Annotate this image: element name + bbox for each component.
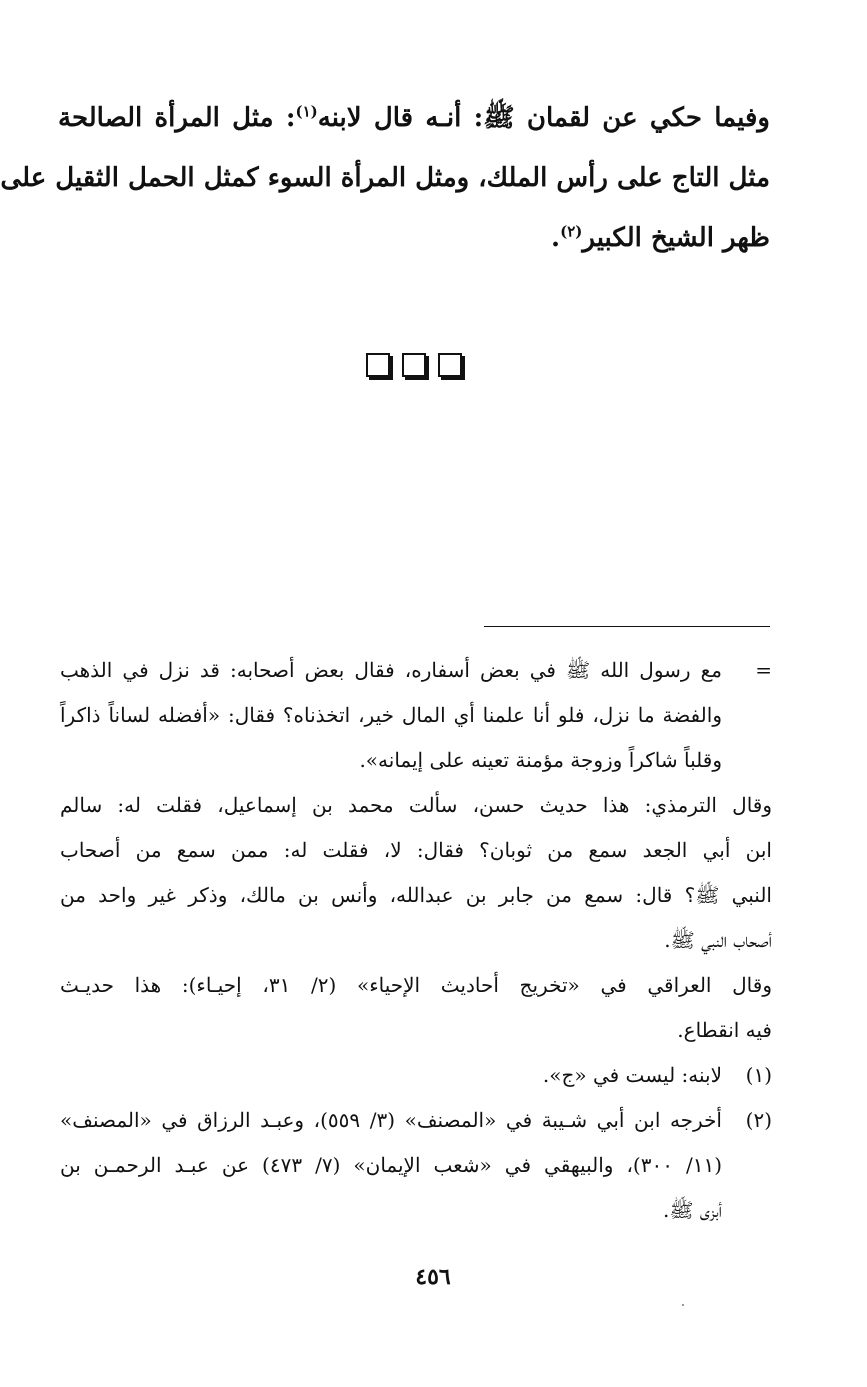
- footnote-number: (١): [745, 1063, 772, 1087]
- section-separator: [366, 353, 462, 379]
- separator-box-icon: [438, 353, 462, 377]
- main-text-line-1: وفيما حكي عن لقمان ﷺ: أنـه قال لابنه$^{(١)}$: مثل المرأة الصالحة: [58, 102, 770, 133]
- footnote-divider: [484, 626, 770, 627]
- page-number: ٤٥٦: [415, 1264, 451, 1290]
- footnote-number: (٢): [745, 1108, 772, 1132]
- footnote-continuation-line: وقلباً شاكراً وزوجة مؤمنة تعينه على إيمانه».: [359, 748, 722, 772]
- main-text: [0, 88, 770, 268]
- tirmidhi-line: ابن أبي الجعد سمع من ثوبان؟ فقال: لا، فقلت له: ممن سمع من أصحاب: [60, 838, 772, 862]
- tirmidhi-line: وقال الترمذي: هذا حديث حسن، سألت محمد بن إسماعيل، فقلت له: سالم: [60, 793, 772, 817]
- footnote-text: أخرجه ابن أبي شـيبة في «المصنف» (٣/ ٥٥٩)، وعبـد الرزاق في «المصنف»: [60, 1108, 722, 1132]
- main-text-line-2: مثل التاج على رأس الملك، ومثل المرأة السوء كمثل الحمل الثقيل على: [0, 163, 770, 193]
- footnote-2-line: (١١/ ٣٠٠)، والبيهقي في «شعب الإيمان» (٧/ ٤٧٣) عن عبـد الرحمـن بن: [60, 1153, 723, 1177]
- footnote-continuation-line: =مع رسول الله ﷺ في بعض أسفاره، فقال بعض أصحابه: قد نزل في الذهب: [60, 648, 772, 693]
- separator-box-icon: [366, 353, 390, 377]
- footnotes: [60, 648, 772, 1233]
- footnote-2-line: أبزى ﷺ.: [663, 1198, 722, 1222]
- print-speck: [682, 1304, 684, 1306]
- footnote-text: لابنه: ليست في «ج».: [542, 1063, 722, 1087]
- footnote-ref-1: (١): [295, 102, 318, 121]
- main-text-line-3: ظهر الشيخ الكبير$^{(٢)}$.: [551, 222, 770, 253]
- iraqi-line: وقال العراقي في «تخريج أحاديث الإحياء» (٢/ ٣١، إحيـاء): هذا حديـث: [60, 973, 772, 997]
- continuation-marker: =: [755, 658, 772, 682]
- separator-box-icon: [402, 353, 426, 377]
- footnote-2: [60, 1098, 772, 1143]
- iraqi-line: فيه انقطاع.: [677, 1018, 772, 1042]
- tirmidhi-line: النبي ﷺ؟ قال: سمع من جابر بن عبدالله، وأنس بن مالك، وذكر غير واحد من: [60, 883, 772, 907]
- footnote-ref-2: (٢): [560, 222, 583, 241]
- footnote-continuation-line: والفضة ما نزل، فلو أنا علمنا أي المال خير، اتخذناه؟ فقال: «أفضله لساناً ذاكراً: [60, 703, 722, 727]
- footnote-1: [60, 1053, 772, 1098]
- tirmidhi-line: أصحاب النبي ﷺ.: [664, 928, 772, 952]
